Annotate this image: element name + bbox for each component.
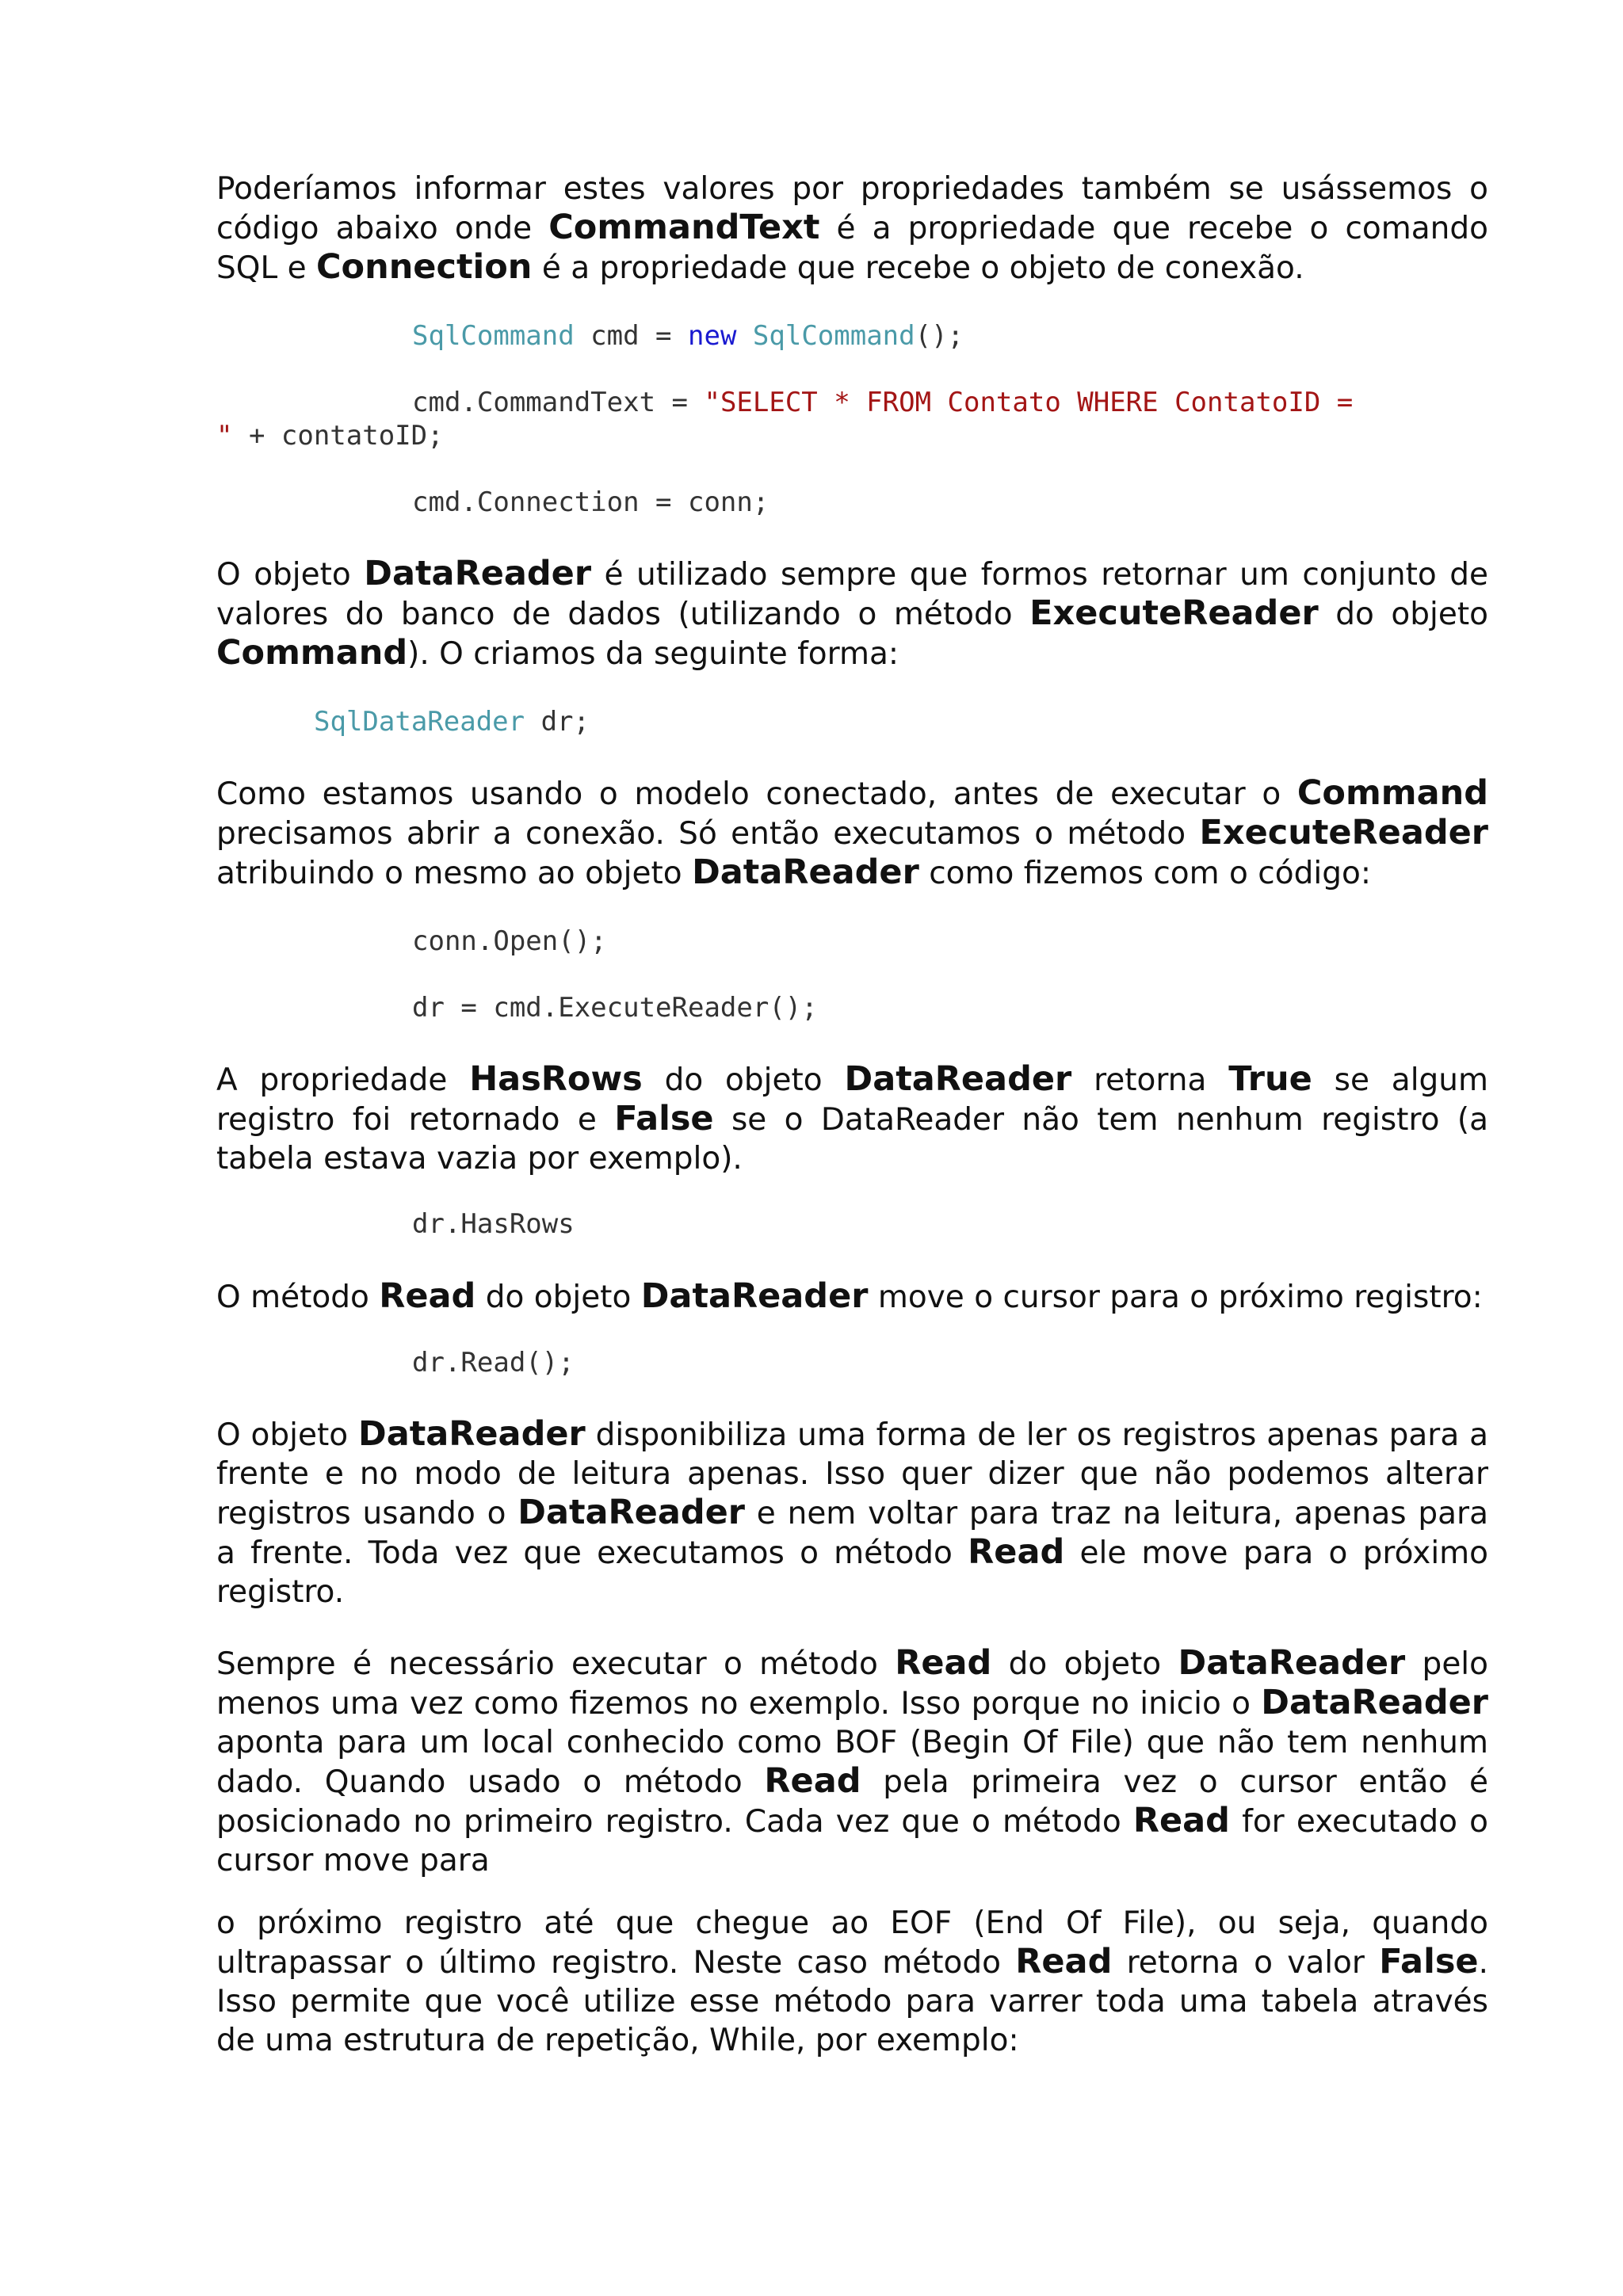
code-keyword: new	[688, 320, 737, 352]
term-read: Read	[895, 1643, 992, 1683]
term-datareader: DataReader	[692, 852, 919, 892]
code-string: "SELECT * FROM Contato WHERE ContatoID =	[704, 387, 1354, 418]
text: se algum registro foi retornado e	[216, 1062, 1488, 1138]
code-line-new-command	[412, 319, 1623, 353]
term-datareader: DataReader	[640, 1276, 869, 1316]
code-text: cmd =	[574, 320, 688, 352]
text: como fizemos com o código:	[918, 856, 1371, 891]
text: O objeto	[216, 557, 365, 593]
text: atribuindo o mesmo ao objeto	[216, 856, 693, 891]
code-text: ();	[915, 320, 964, 352]
term-command: Command	[216, 633, 408, 673]
text: move o cursor para o próximo registro:	[868, 1280, 1483, 1315]
paragraph-hasrows	[216, 1060, 1488, 1178]
text: do objeto	[1318, 597, 1488, 632]
code-text: dr;	[525, 706, 590, 738]
text: O objeto	[216, 1417, 358, 1453]
code-text: + contatoID;	[232, 420, 444, 452]
term-executereader: ExecuteReader	[1199, 813, 1488, 852]
term-datareader: DataReader	[517, 1493, 745, 1532]
code-line-open: conn.Open();	[412, 925, 607, 957]
code-line-connection: cmd.Connection = conn;	[412, 486, 769, 518]
text: A propriedade	[216, 1062, 470, 1098]
text: disponibiliza uma forma de ler os registros apenas para a frente e no modo de leitura apenas. Isso quer dizer que não podemos alterar registros usando o	[216, 1417, 1488, 1531]
text: do objeto	[642, 1062, 845, 1098]
term-false: False	[1379, 1942, 1479, 1981]
term-connection: Connection	[315, 247, 533, 287]
code-line-read: dr.Read();	[412, 1347, 575, 1379]
term-true: True	[1228, 1059, 1312, 1099]
text: retorna o valor	[1112, 1945, 1380, 1981]
text: é a propriedade que recebe o objeto de conexão.	[532, 250, 1304, 286]
text: precisamos abrir a conexão. Só então executamos o método	[216, 816, 1200, 852]
code-line-datareader-declaration	[314, 705, 1586, 738]
text: . Isso permite que você utilize esse método para varrer toda uma tabela através de uma estrutura de repetição, While, por exemplo:	[216, 1945, 1488, 2058]
term-datareader: DataReader	[358, 1414, 586, 1454]
paragraph-connected-model	[216, 774, 1488, 893]
code-string: "	[216, 420, 233, 452]
text: aponta para um local conhecido como BOF (Begin Of File) que não tem nenhum dado. Quando usado o método	[216, 1725, 1488, 1800]
term-datareader: DataReader	[844, 1059, 1072, 1099]
text: pelo menos uma vez como fizemos no exemplo. Isso porque no inicio o	[216, 1646, 1489, 1722]
term-commandtext: CommandText	[548, 208, 820, 247]
code-text	[736, 320, 752, 352]
text: O método	[216, 1280, 380, 1315]
code-text: cmd.CommandText =	[412, 387, 705, 418]
text: Poderíamos informar estes valores por propriedades também se usássemos o código abaixo onde	[216, 171, 1488, 246]
paragraph-eof	[216, 1904, 1488, 2060]
text: retorna	[1071, 1062, 1229, 1098]
code-line-commandtext-continued	[216, 419, 1488, 452]
code-line-executereader: dr = cmd.ExecuteReader();	[412, 992, 818, 1024]
text: Sempre é necessário executar o método	[216, 1646, 896, 1682]
paragraph-datareader-intro	[216, 555, 1488, 673]
term-datareader: DataReader	[364, 554, 592, 593]
paragraph-forward-only	[216, 1415, 1488, 1611]
term-command: Command	[1296, 773, 1488, 813]
code-line-hasrows: dr.HasRows	[412, 1208, 575, 1240]
term-hasrows: HasRows	[469, 1059, 643, 1099]
term-false: False	[614, 1099, 714, 1138]
text: do objeto	[991, 1646, 1178, 1682]
text: é a propriedade que recebe o comando SQL e	[216, 211, 1488, 286]
paragraph-read	[216, 1277, 1488, 1317]
text: ). O criamos da seguinte forma:	[407, 636, 899, 672]
text: pela primeira vez o cursor então é posicionado no primeiro registro. Cada vez que o método	[216, 1764, 1488, 1840]
paragraph-bof	[216, 1644, 1488, 1880]
paragraph-commandtext	[216, 170, 1488, 288]
term-read: Read	[764, 1761, 861, 1801]
code-type: SqlDataReader	[314, 706, 525, 738]
term-read: Read	[968, 1532, 1065, 1572]
text: for executado o cursor move para	[216, 1804, 1488, 1878]
term-read: Read	[1132, 1801, 1230, 1840]
text: do objeto	[475, 1280, 641, 1315]
code-type: SqlCommand	[752, 320, 915, 352]
text: ele move para o próximo registro.	[216, 1535, 1489, 1610]
term-datareader: DataReader	[1178, 1643, 1406, 1683]
code-line-commandtext	[412, 386, 1623, 419]
text: é utilizado sempre que formos retornar um conjunto de valores do banco de dados (utilizando o método	[216, 557, 1489, 632]
code-type: SqlCommand	[412, 320, 575, 352]
text: se o DataReader não tem nenhum registro (a tabela estava vazia por exemplo).	[216, 1102, 1488, 1177]
text: e nem voltar para traz na leitura, apenas para a frente. Toda vez que executamos o método	[216, 1496, 1488, 1571]
term-executereader: ExecuteReader	[1029, 593, 1319, 633]
term-read: Read	[1015, 1942, 1113, 1981]
term-read: Read	[379, 1276, 476, 1316]
term-datareader: DataReader	[1261, 1683, 1488, 1722]
text: Como estamos usando o modelo conectado, antes de executar o	[216, 776, 1297, 812]
text: o próximo registro até que chegue ao EOF (End Of File), ou seja, quando ultrapassar o último registro. Neste caso método	[216, 1905, 1488, 1981]
